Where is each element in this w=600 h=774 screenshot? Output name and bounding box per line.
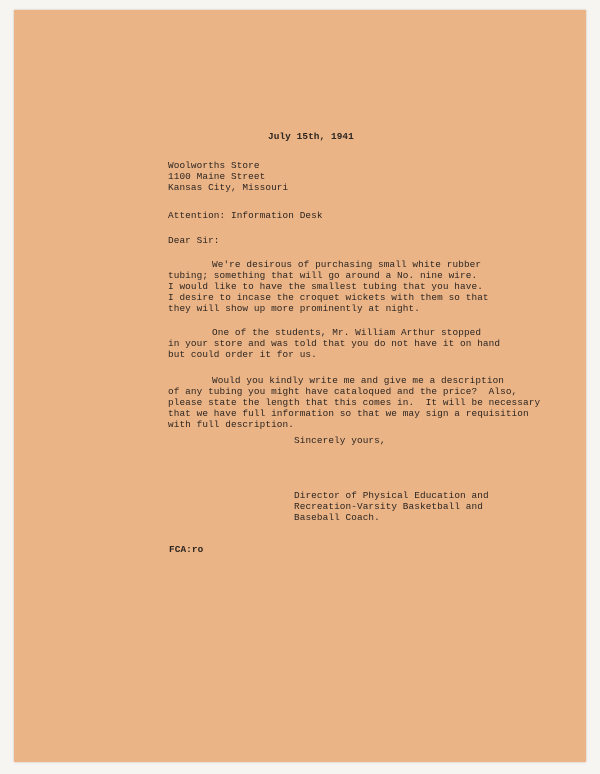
paragraph-3-line: of any tubing you might have cataloqued and the price? Also, xyxy=(168,386,518,397)
paragraph-3-line: please state the length that this comes in. It will be necessary xyxy=(168,397,541,408)
paragraph-1-line: I desire to incase the croquet wickets with them so that xyxy=(168,292,489,303)
signature-line: Recreation-Varsity Basketball and xyxy=(294,501,483,512)
signature-line: Director of Physical Education and xyxy=(294,490,489,501)
letter-date: July 15th, 1941 xyxy=(268,131,354,142)
paragraph-3-line: that we have full information so that we may sign a requisition xyxy=(168,408,529,419)
closing: Sincerely yours, xyxy=(294,435,386,446)
paragraph-1-line: tubing; something that will go around a No. nine wire. xyxy=(168,270,478,281)
paragraph-2-line: in your store and was told that you do not have it on hand xyxy=(168,338,501,349)
paragraph-2-line: One of the students, Mr. William Arthur stopped xyxy=(212,327,482,338)
typist-initials: FCA:ro xyxy=(169,544,204,555)
paragraph-3-line: with full description. xyxy=(168,419,294,430)
recipient-line: 1100 Maine Street xyxy=(168,171,266,182)
paragraph-3-line: Would you kindly write me and give me a description xyxy=(212,375,505,386)
letter-body xyxy=(14,10,586,762)
recipient-line: Kansas City, Missouri xyxy=(168,182,289,193)
paragraph-1-line: We're desirous of purchasing small white rubber xyxy=(212,259,482,270)
letter-page xyxy=(14,10,586,762)
paragraph-2-line: but could order it for us. xyxy=(168,349,317,360)
paragraph-1-line: they will show up more prominently at night. xyxy=(168,303,420,314)
signature-line: Baseball Coach. xyxy=(294,512,380,523)
salutation: Dear Sir: xyxy=(168,235,220,246)
attention-line: Attention: Information Desk xyxy=(168,210,323,221)
paragraph-1-line: I would like to have the smallest tubing that you have. xyxy=(168,281,483,292)
recipient-line: Woolworths Store xyxy=(168,160,260,171)
